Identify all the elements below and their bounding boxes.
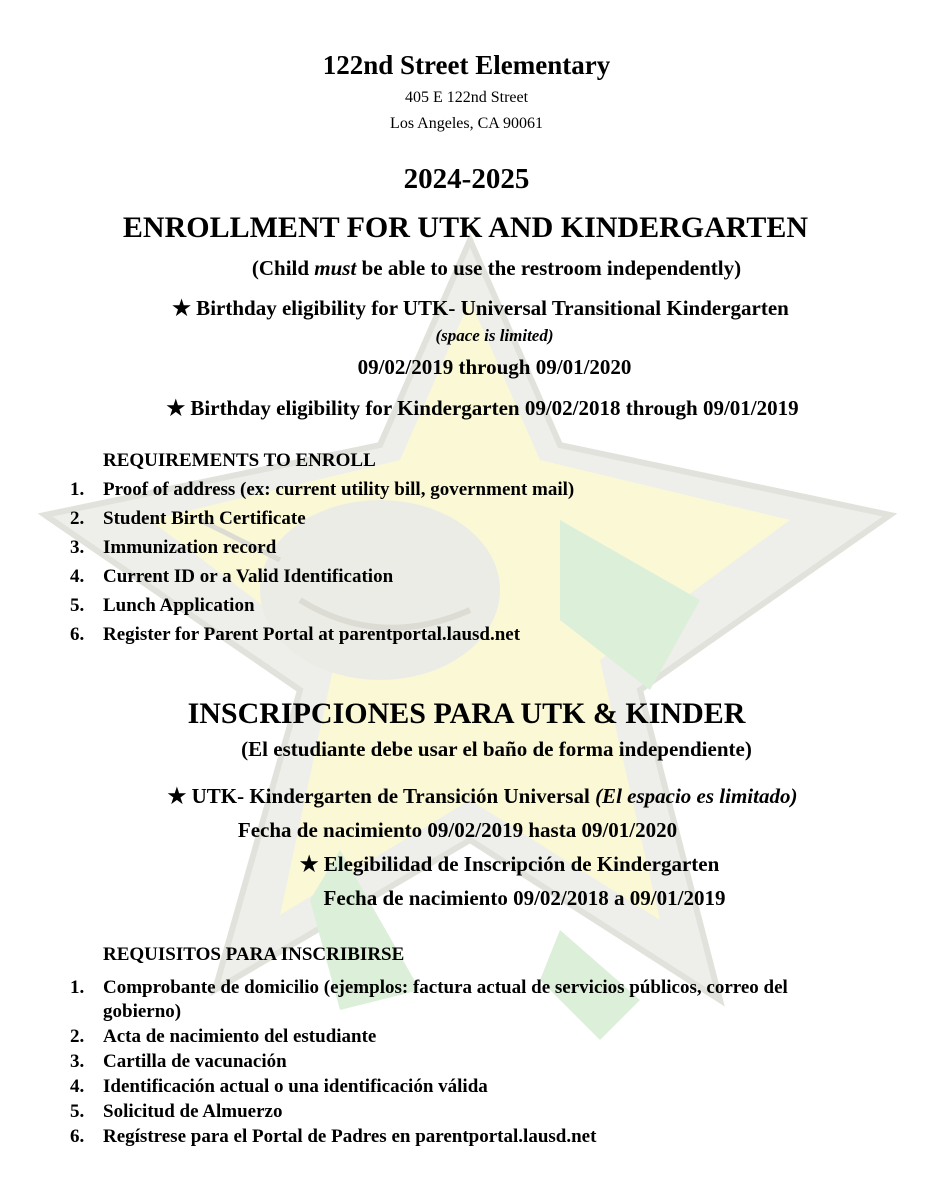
spanish-requirements-list [70, 976, 870, 1150]
list-item: 3. Immunization record [70, 537, 277, 558]
list-item: 2. Student Birth Certificate [70, 508, 306, 529]
list-item: 4. Identificación actual o una identificación válida [70, 1076, 488, 1097]
spanish-requirements-heading: REQUISITOS PARA INSCRIBIRSE [103, 944, 405, 965]
list-item: 4. Current ID or a Valid Identification [70, 566, 394, 587]
address-line-2: Los Angeles, CA 90061 [390, 115, 543, 132]
must-emphasis: must [314, 256, 357, 280]
list-item: 6. Register for Parent Portal at parentportal.lausd.net [70, 624, 521, 645]
spanish-utk-eligibility: ★ UTK- Kindergarten de Transición Universal (El espacio es limitado) [167, 784, 798, 808]
spanish-kinder-eligibility: ★ Elegibilidad de Inscripción de Kindergarten [299, 852, 720, 876]
english-requirements-heading: REQUIREMENTS TO ENROLL [103, 450, 376, 471]
list-item: 2. Acta de nacimiento del estudiante [70, 1026, 377, 1047]
school-name: 122nd Street Elementary [322, 50, 611, 80]
english-utk-dates: 09/02/2019 through 09/01/2020 [357, 355, 632, 379]
spanish-utk-dates: Fecha de nacimiento 09/02/2019 hasta 09/01/2020 [237, 818, 678, 842]
list-item: 6. Regístrese para el Portal de Padres en parentportal.lausd.net [70, 1126, 597, 1147]
list-item: 3. Cartilla de vacunación [70, 1051, 287, 1072]
spanish-restroom-note: (El estudiante debe usar el baño de forma independiente) [241, 737, 752, 761]
english-restroom-note: (Child must be able to use the restroom independently) [251, 256, 742, 280]
english-utk-eligibility: ★ Birthday eligibility for UTK- Universal Transitional Kindergarten [172, 296, 789, 320]
list-item: 5. Solicitud de Almuerzo [70, 1101, 283, 1122]
list-item: 1. Proof of address (ex: current utility bill, government mail) [70, 479, 575, 500]
list-item: 5. Lunch Application [70, 595, 255, 616]
english-space-limited: (space is limited) [435, 326, 554, 345]
school-year: 2024-2025 [403, 163, 530, 195]
list-item: 1. Comprobante de domicilio (ejemplos: factura actual de servicios públicos, correo del gobierno) [70, 977, 788, 1022]
english-title: ENROLLMENT FOR UTK AND KINDERGARTEN [122, 211, 809, 244]
english-requirements-list [70, 478, 574, 652]
address-line-1: 405 E 122nd Street [404, 89, 529, 106]
spanish-title: INSCRIPCIONES PARA UTK & KINDER [187, 697, 746, 730]
english-kinder-eligibility: ★ Birthday eligibility for Kindergarten 09/02/2018 through 09/01/2019 [166, 396, 799, 420]
spanish-kinder-dates: Fecha de nacimiento 09/02/2018 a 09/01/2019 [323, 886, 726, 910]
spanish-space-limited: (El espacio es limitado) [595, 784, 798, 808]
